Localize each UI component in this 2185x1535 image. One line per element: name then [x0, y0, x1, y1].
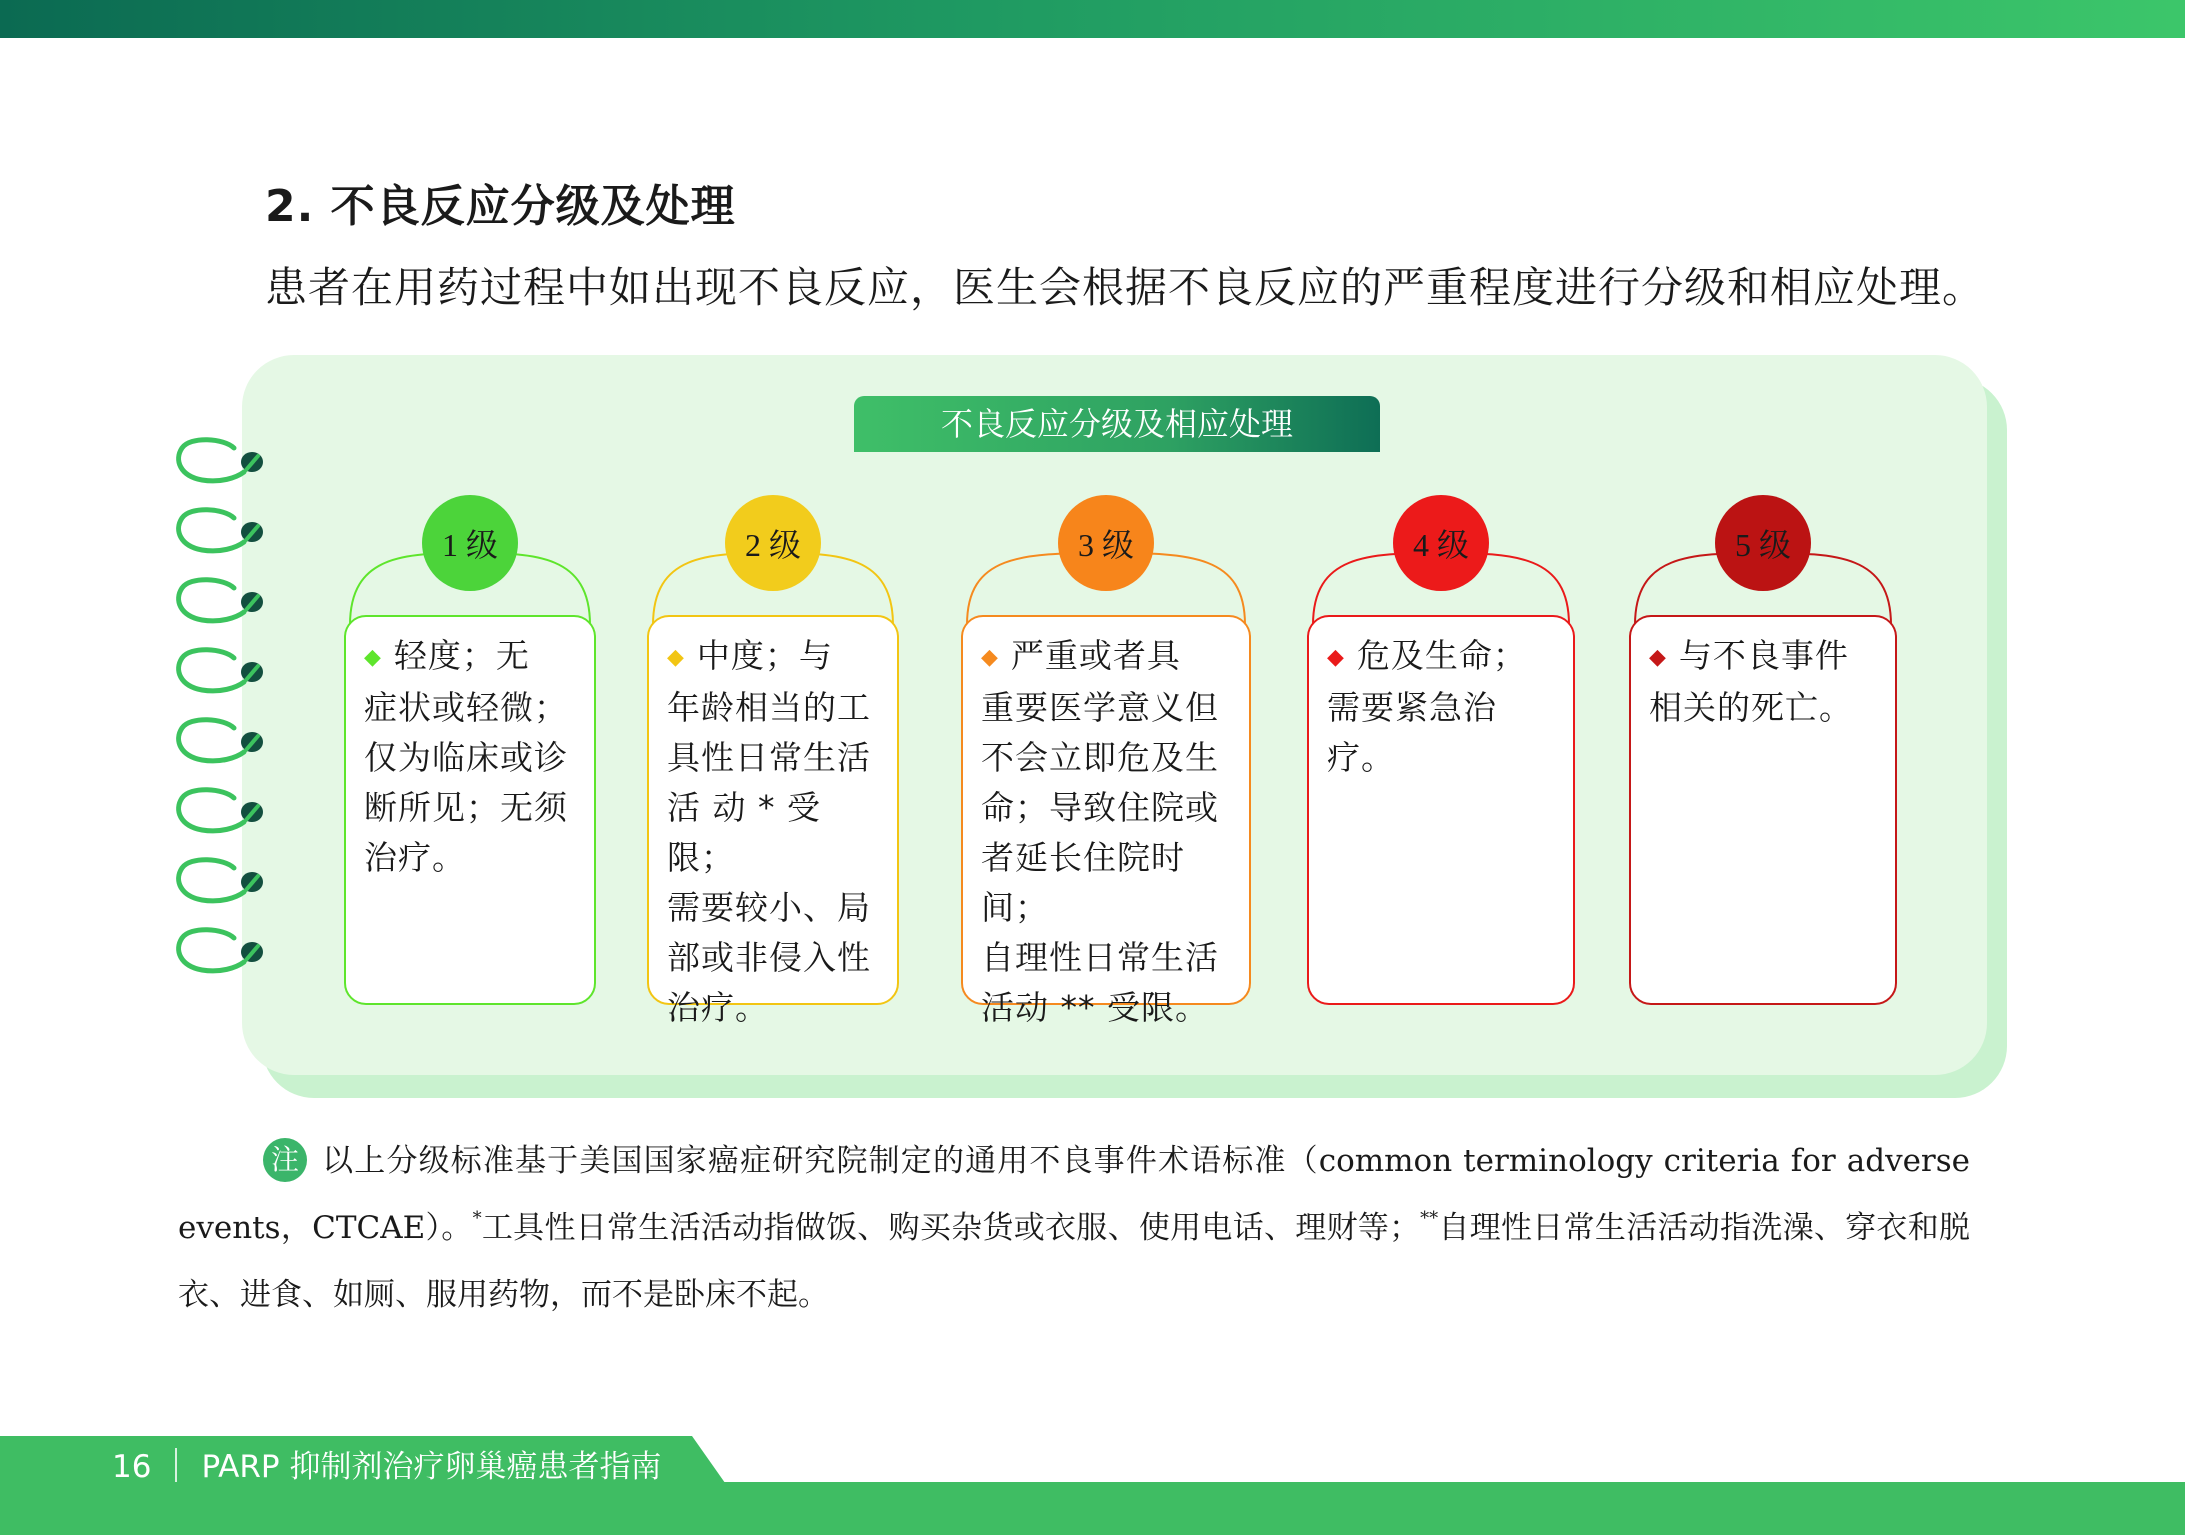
grade-card-line: 症状或轻微；	[364, 688, 568, 727]
spiral-ring-icon	[172, 854, 272, 910]
note-sup-1: *	[472, 1208, 482, 1229]
diamond-bullet-icon: ◆	[1649, 645, 1667, 670]
grade-1	[344, 495, 596, 1017]
grade-3	[961, 495, 1251, 1027]
grade-card-text: 严重或者具	[1010, 636, 1181, 675]
footer-separator	[175, 1448, 177, 1482]
grade-badge: 5 级	[1715, 495, 1811, 591]
grade-card-line: 部或非侵入性	[667, 938, 871, 977]
grade-card-line: 活 动 * 受 限；	[667, 788, 821, 877]
grade-badge: 3 级	[1058, 495, 1154, 591]
diamond-bullet-icon: ◆	[1327, 645, 1345, 670]
note-badge-icon: 注	[263, 1138, 307, 1182]
grade-card-line	[1649, 631, 1877, 683]
diamond-bullet-icon: ◆	[981, 645, 999, 670]
grade-card-line: 不会立即危及生	[981, 738, 1219, 777]
grade-card	[1629, 615, 1897, 1005]
grade-card-line: 命；导致住院或	[981, 788, 1219, 827]
page-number: 16	[112, 1449, 152, 1485]
diamond-bullet-icon: ◆	[667, 645, 685, 670]
note-text-2: 工具性日常生活活动指做饭、购买杂货或衣服、使用电话、理财等；	[481, 1210, 1421, 1246]
grade-card-line: 相关的死亡。	[1649, 688, 1853, 727]
note-sup-2: **	[1420, 1208, 1439, 1229]
grade-card-text: 中度；与	[696, 636, 833, 675]
grade-2	[647, 495, 899, 1027]
note-text-1: 以上分级标准基于美国国家癌症研究院制定的通用不良事件术语标准（common terminology criteria for adverse events，CTCAE）。	[178, 1143, 1970, 1246]
grade-card-line: 具性日常生活	[667, 738, 871, 777]
grade-card-line: 年龄相当的工	[667, 688, 871, 727]
grade-card-line	[364, 631, 576, 683]
footer-title: PARP 抑制剂治疗卵巢癌患者指南	[201, 1449, 662, 1485]
grade-card-line	[981, 631, 1231, 683]
top-decor-bar	[0, 0, 2185, 38]
grade-card-text: 与不良事件	[1678, 636, 1849, 675]
grade-card-line: 治疗。	[364, 838, 466, 877]
grade-card-line: 重要医学意义但	[981, 688, 1219, 727]
grade-card-line: 仅为临床或诊	[364, 738, 568, 777]
diamond-bullet-icon: ◆	[364, 645, 382, 670]
grade-card-line: 活动 ** 受限。	[981, 988, 1209, 1027]
grade-card-line: 断所见；无须	[364, 788, 568, 827]
panel-title: 不良反应分级及相应处理	[854, 396, 1380, 452]
grade-card-line: 治疗。	[667, 988, 769, 1027]
grade-card	[647, 615, 899, 1027]
section-heading: 2. 不良反应分级及处理	[265, 181, 736, 232]
grade-card-text: 轻度；无	[393, 636, 530, 675]
spiral-ring-icon	[172, 574, 272, 630]
intro-paragraph: 患者在用药过程中如出现不良反应，医生会根据不良反应的严重程度进行分级和相应处理。	[265, 263, 1986, 312]
footnote	[178, 1128, 1970, 1329]
note-text-3: 自理性日常生活活动指洗澡、穿衣和脱衣、进食、如厕、服用药物，而不是卧床不起。	[178, 1210, 1971, 1313]
grade-card-line: 自理性日常生活	[981, 938, 1219, 977]
grade-card-line: 需要较小、局	[667, 888, 871, 927]
grade-card-line	[1327, 631, 1555, 683]
grade-card-text: 危及生命；	[1356, 636, 1527, 675]
grade-card-line	[667, 631, 879, 683]
grade-card-line: 需要紧急治疗。	[1327, 688, 1497, 777]
footer	[112, 1436, 661, 1498]
spiral-ring-icon	[172, 714, 272, 770]
spiral-ring-icon	[172, 784, 272, 840]
grade-card	[961, 615, 1251, 1027]
spiral-ring-icon	[172, 434, 272, 490]
grade-5	[1629, 495, 1897, 1017]
grade-card	[1307, 615, 1575, 1005]
spiral-ring-icon	[172, 644, 272, 700]
grade-badge: 4 级	[1393, 495, 1489, 591]
grade-card-line: 者延长住院时间；	[981, 838, 1185, 927]
grade-card	[344, 615, 596, 1005]
grade-badge: 2 级	[725, 495, 821, 591]
grade-badge: 1 级	[422, 495, 518, 591]
spiral-ring-icon	[172, 504, 272, 560]
spiral-ring-icon	[172, 924, 272, 980]
grade-4	[1307, 495, 1575, 1017]
